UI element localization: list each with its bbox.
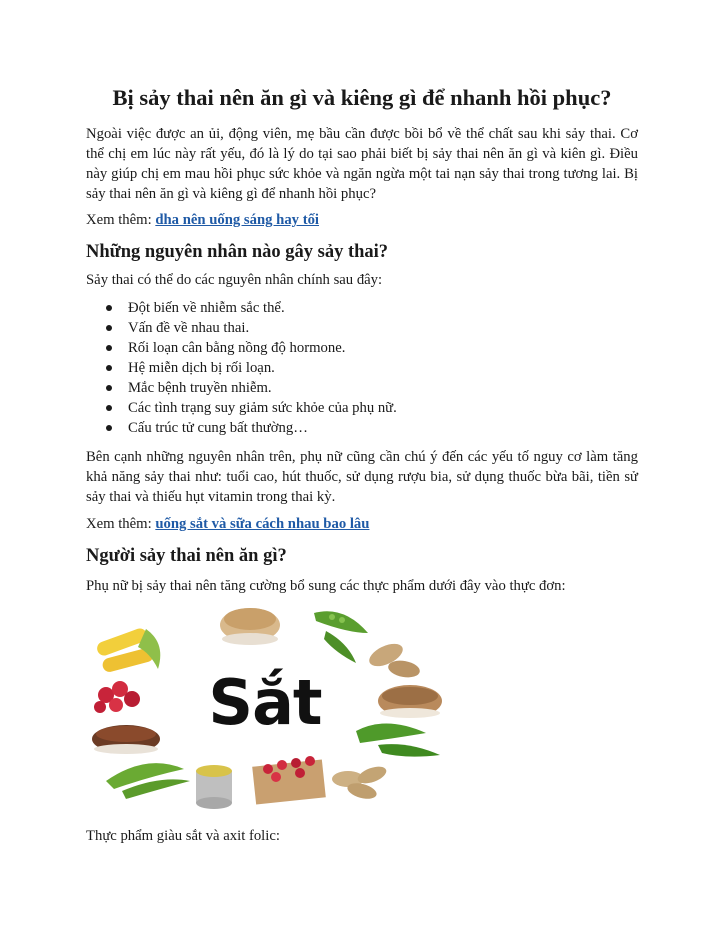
foods-intro: Phụ nữ bị sảy thai nên tăng cường bổ sung các thực phẩm dưới đây vào thực đơn: bbox=[86, 578, 566, 594]
causes-list bbox=[86, 298, 397, 438]
list-item-text: Rối loạn cân bằng nồng độ hormone. bbox=[128, 340, 346, 356]
berry-crate-icon bbox=[252, 756, 326, 805]
green-bean-icon bbox=[356, 723, 440, 756]
see-also-2 bbox=[86, 514, 638, 534]
peanut-icon bbox=[366, 639, 421, 679]
list-item-text: Cấu trúc tử cung bất thường… bbox=[128, 420, 308, 436]
corn-icon bbox=[95, 627, 160, 674]
risk-paragraph: Bên cạnh những nguyên nhân trên, phụ nữ cũng cần chú ý đến các yếu tố nguy cơ làm tăng khả năng sảy thai như: tuổi cao, hút thuốc, sử dụng rượu bia, sử dụng thuốc bừa bãi, tiền sử sảy thai và thiếu hụt vitamin trong thai kỳ. bbox=[86, 449, 638, 505]
list-item-text: Đột biến về nhiễm sắc thể. bbox=[128, 300, 285, 316]
rice-bowl-icon bbox=[378, 685, 442, 718]
list-item bbox=[86, 318, 397, 338]
causes-intro: Sảy thai có thể do các nguyên nhân chính sau đây: bbox=[86, 272, 383, 288]
list-item-text: Vấn đề về nhau thai. bbox=[128, 320, 250, 336]
bullet-icon bbox=[106, 305, 112, 311]
list-item bbox=[86, 378, 397, 398]
grain-bowl-icon bbox=[220, 608, 280, 645]
see-also-2-link[interactable]: uống sắt và sữa cách nhau bao lâu bbox=[155, 516, 370, 532]
list-item bbox=[86, 398, 397, 418]
peanut-icon bbox=[332, 763, 388, 801]
green-bean-icon bbox=[106, 763, 190, 799]
see-also-1 bbox=[86, 210, 638, 230]
bullet-icon bbox=[106, 345, 112, 351]
intro-paragraph: Ngoài việc được an ủi, động viên, mẹ bầu cần được bồi bổ về thể chất sau khi sảy thai. Cơ thể chị em lúc này rất yếu, đó là lý do tại sao phải biết bị sảy thai nên ăn gì và kiên gì. Điều này giúp chị em mau hồi phục sức khỏe và ngăn ngừa một tai nạn sảy thai trong tương lai. Bị sảy thai nên ăn gì và kiêng gì để nhanh hồi phục? bbox=[86, 126, 638, 202]
iron-foods-image bbox=[86, 603, 446, 815]
bullet-icon bbox=[106, 425, 112, 431]
bullet-icon bbox=[106, 365, 112, 371]
list-item-text: Hệ miễn dịch bị rối loạn. bbox=[128, 360, 275, 376]
pea-pod-icon bbox=[314, 611, 368, 663]
heading-causes: Những nguyên nhân nào gây sảy thai? bbox=[86, 242, 389, 262]
list-item bbox=[86, 338, 397, 358]
list-item bbox=[86, 358, 397, 378]
berries-icon bbox=[94, 681, 140, 713]
bullet-icon bbox=[106, 405, 112, 411]
see-also-1-prefix: Xem thêm: bbox=[86, 212, 156, 228]
heading-foods: Người sảy thai nên ăn gì? bbox=[86, 546, 287, 566]
caption: Thực phẩm giàu sắt và axit folic: bbox=[86, 828, 280, 844]
list-item bbox=[86, 418, 397, 438]
see-also-1-link[interactable]: dha nên uống sáng hay tối bbox=[155, 212, 320, 228]
list-item-text: Mắc bệnh truyền nhiễm. bbox=[128, 380, 272, 396]
see-also-2-prefix: Xem thêm: bbox=[86, 516, 156, 532]
bullet-icon bbox=[106, 325, 112, 331]
page-title: Bị sảy thai nên ăn gì và kiêng gì để nhanh hồi phục? bbox=[112, 85, 612, 110]
seed-bowl-icon bbox=[92, 725, 160, 754]
image-word: Sắt bbox=[208, 666, 322, 739]
list-item bbox=[86, 298, 397, 318]
list-item-text: Các tình trạng suy giảm sức khỏe của phụ nữ. bbox=[128, 400, 397, 416]
can-icon bbox=[196, 765, 232, 809]
bullet-icon bbox=[106, 385, 112, 391]
